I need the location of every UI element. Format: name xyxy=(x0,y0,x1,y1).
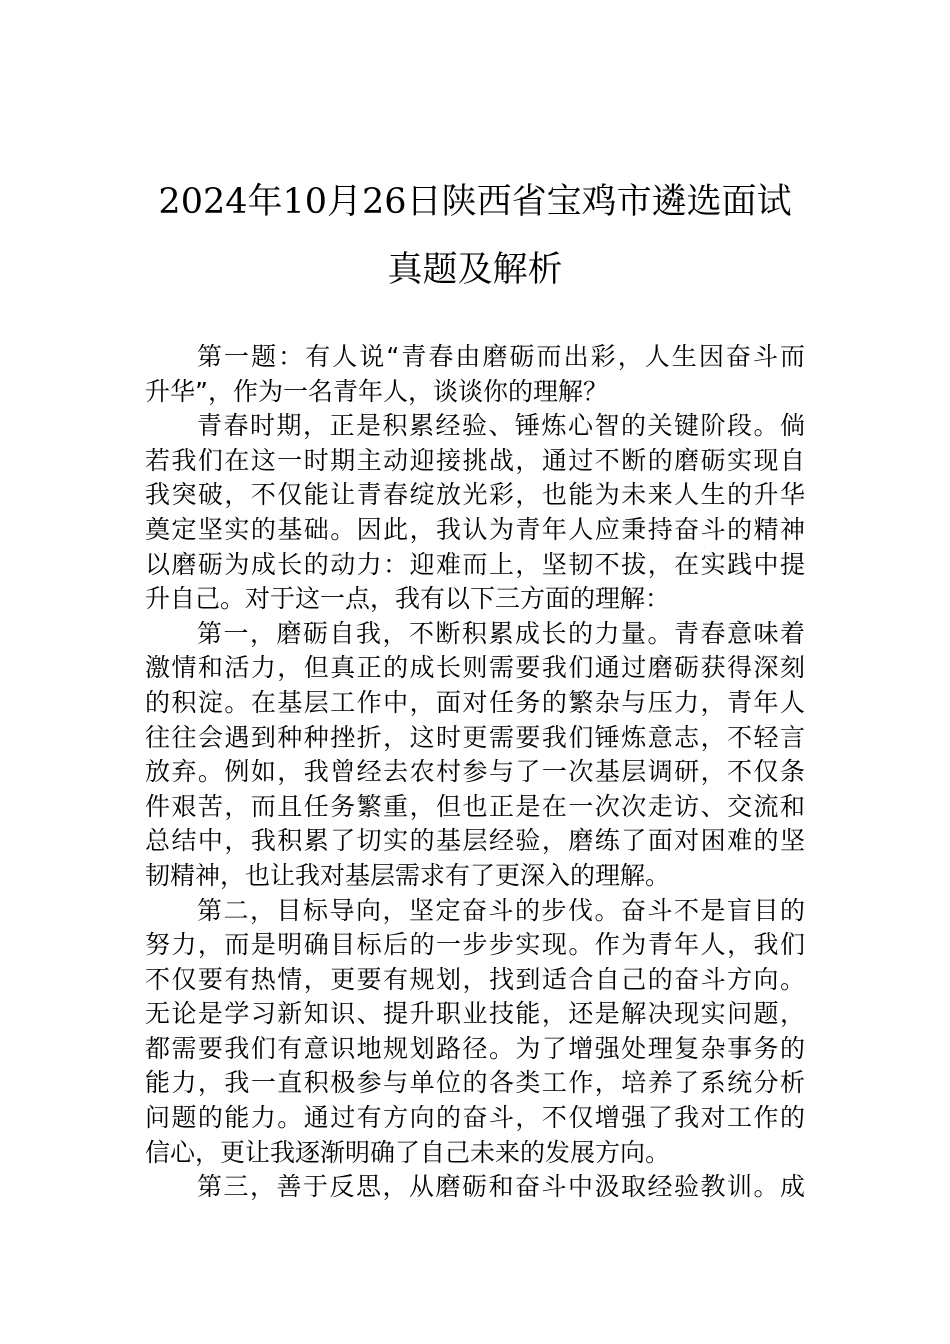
text-line: 第一，磨砺自我，不断积累成长的力量。青春意味着 xyxy=(197,618,805,648)
text-line: 奠定坚实的基础。因此，我认为青年人应秉持奋斗的精神 xyxy=(145,514,805,544)
text-line: 升自己。对于这一点，我有以下三方面的理解： xyxy=(145,584,671,614)
text-line: 努力，而是明确目标后的一步步实现。作为青年人，我们 xyxy=(145,930,805,960)
paragraph-point-3 xyxy=(145,1170,805,1205)
document-title-line-2: 真题及解析 xyxy=(387,250,563,290)
document-body xyxy=(145,340,805,1205)
text-line: 往往会遇到种种挫折，这时更需要我们锤炼意志，不轻言 xyxy=(145,722,805,752)
paragraph-point-1 xyxy=(145,617,805,894)
paragraph-question-1 xyxy=(145,340,805,409)
text-line: 第一题：有人说“青春由磨砺而出彩，人生因奋斗而 xyxy=(197,342,805,371)
text-line: 青春时期，正是积累经验、锤炼心智的关键阶段。倘 xyxy=(197,411,805,441)
text-line: 激情和活力，但真正的成长则需要我们通过磨砺获得深刻 xyxy=(145,653,805,683)
text-line: 件艰苦，而且任务繁重，但也正是在一次次走访、交流和 xyxy=(145,791,805,821)
text-line: 第三，善于反思，从磨砺和奋斗中汲取经验教训。成 xyxy=(197,1172,805,1202)
paragraph-answer-intro xyxy=(145,409,805,617)
text-line: 的积淀。在基层工作中，面对任务的繁杂与压力，青年人 xyxy=(145,687,805,717)
text-line: 问题的能力。通过有方向的奋斗，不仅增强了我对工作的 xyxy=(145,1103,805,1133)
text-line: 不仅要有热情，更要有规划，找到适合自己的奋斗方向。 xyxy=(145,964,805,994)
text-line: 无论是学习新知识、提升职业技能，还是解决现实问题， xyxy=(145,999,805,1029)
text-line: 第二，目标导向，坚定奋斗的步伐。奋斗不是盲目的 xyxy=(197,895,805,925)
text-line: 总结中，我积累了切实的基层经验，磨练了面对困难的坚 xyxy=(145,826,805,856)
paragraph-point-2 xyxy=(145,894,805,1171)
text-line: 若我们在这一时期主动迎接挑战，通过不断的磨砺实现自 xyxy=(145,445,805,475)
text-line: 能力，我一直积极参与单位的各类工作，培养了系统分析 xyxy=(145,1068,805,1098)
text-line: 信心，更让我逐渐明确了自己未来的发展方向。 xyxy=(145,1137,671,1167)
document-title-line-1: 2024年10月26日陕西省宝鸡市遴选面试 xyxy=(158,182,792,222)
text-line: 都需要我们有意识地规划路径。为了增强处理复杂事务的 xyxy=(145,1033,805,1063)
text-line: 韧精神，也让我对基层需求有了更深入的理解。 xyxy=(145,860,671,890)
text-line: 以磨砺为成长的动力：迎难而上，坚韧不拔，在实践中提 xyxy=(145,549,805,579)
text-line: 放弃。例如，我曾经去农村参与了一次基层调研，不仅条 xyxy=(145,757,805,787)
text-line: 我突破，不仅能让青春绽放光彩，也能为未来人生的升华 xyxy=(145,480,805,510)
text-line: 升华”，作为一名青年人，谈谈你的理解？ xyxy=(145,376,608,406)
